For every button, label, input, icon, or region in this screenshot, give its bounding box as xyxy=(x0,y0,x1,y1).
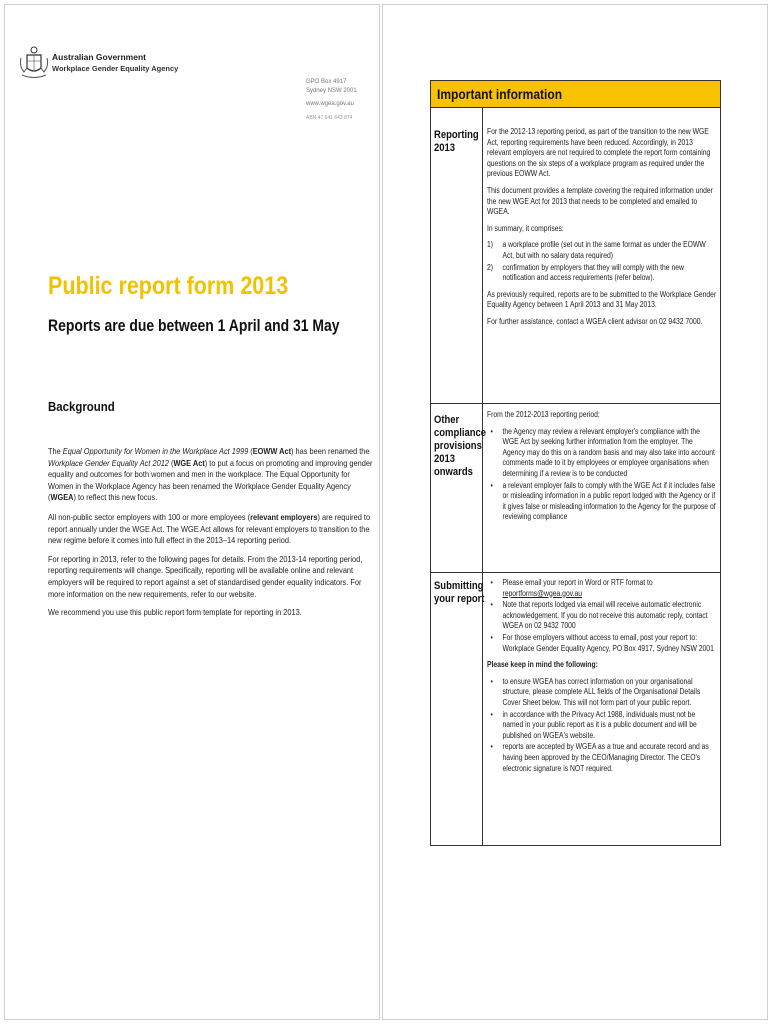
background-paragraph-1: The Equal Opportunity for Women in the Workplace Act 1999 (EOWW Act) has been renamed the Workplace Gender Equality Act 2012 (WGE Act) to put a focus on promoting and improving gender equality and outcomes for both women and men in the workplace. The Equal Opportunity for Women in the Workplace Agency has been renamed the Workplace Gender Equality Agency (WGEA) to reflect this new focus. xyxy=(48,446,373,503)
org-name-line2: Workplace Gender Equality Agency xyxy=(52,64,179,73)
list-item: • the Agency may review a relevant employer's compliance with the WGE Act by seeking further information from the employer. The Agency may do this on a random basis and may also take into account comments made to it by employees or employee organisations when determining if a review is to be conducted xyxy=(487,427,717,480)
list-item: • For those employers without access to email, post your report to: Workplace Gender Equality Agency, PO Box 4917, Sydney NSW 2001 xyxy=(487,633,717,654)
important-information-table xyxy=(430,80,721,846)
email-link[interactable]: reportforms@wgea.gov.au xyxy=(502,588,583,598)
address-line: Sydney NSW 2001 xyxy=(306,87,357,94)
reporting-paragraph-4: As previously required, reports are to be submitted to the Workplace Gender Equality Agency between 1 April 2013 and 31 May 2013. xyxy=(487,289,717,310)
background-paragraph-4: We recommend you use this public report form template for reporting in 2013. xyxy=(48,607,302,618)
address-block xyxy=(306,78,376,122)
compliance-list xyxy=(487,427,717,523)
list-item: • Please email your report in Word or RTF format to reportforms@wgea.gov.au xyxy=(487,578,717,599)
reporting-cell xyxy=(487,127,717,334)
reporting-summary-list xyxy=(487,240,717,283)
page-title: Public report form 2013 xyxy=(48,272,289,300)
background-body xyxy=(48,446,378,626)
reporting-paragraph-1: For the 2012-13 reporting period, as part of the transition to the new WGE Act, reporting requirements have been reduced. Accordingly, in 2013 relevant employers are not required to complete the report form containing questions on the six steps of a workplace program as required under the previous EOWW Act. xyxy=(487,127,711,179)
important-information-header xyxy=(431,81,720,108)
list-item: • to ensure WGEA has correct information on your organisational structure, please complete ALL fields of the Organisational Details Cover Sheet below. This will not form part of your public report. xyxy=(487,677,717,709)
agency-logo xyxy=(18,44,198,84)
background-heading: Background xyxy=(48,399,115,414)
list-item: 1) a workplace profile (set out in the same format as under the EOWW Act, but with no salary data required) xyxy=(487,240,706,260)
row-label-submitting: Submitting your report xyxy=(434,580,485,605)
submitting-list xyxy=(487,578,717,654)
abn-number: ABN 47 641 643 874 xyxy=(306,114,353,121)
page-subtitle: Reports are due between 1 April and 31 May xyxy=(48,316,340,335)
reporting-paragraph-3: In summary, it comprises: xyxy=(487,223,564,233)
important-information-heading: Important information xyxy=(437,86,563,102)
reporting-paragraph-2: This document provides a template covering the required information under the new WGE Act for 2013 that needs to be completed and emailed to WGEA. xyxy=(487,185,713,217)
list-item: • a relevant employer fails to comply with the WGE Act if it includes false or misleading information in a public report lodged with the Agency or if it gives false or misleading information to the Agency for the purpose of reviewing compliance xyxy=(487,481,717,523)
row-label-reporting: Reporting 2013 xyxy=(434,129,479,154)
website-link[interactable]: www.wgea.gov.au xyxy=(306,101,354,107)
background-paragraph-2: All non-public sector employers with 100 or more employees (relevant employers) are required to report annually under the WGE Act. The WGE Act allows for relevant employers to transition to the new regime before it comes into full effect in the 2013–14 reporting period. xyxy=(48,511,371,546)
background-paragraph-3: For reporting in 2013, refer to the following pages for details. From the 2013-14 reporting period, reporting requirements will change. Specifically, reporting will be available online and relevant employers will be required to report against a set of standardised gender equality indicators. For more information on the new requirements, refer to our website. xyxy=(48,553,363,599)
submitting-cell xyxy=(487,578,717,780)
keep-in-mind-list xyxy=(487,677,717,774)
compliance-cell xyxy=(487,410,717,529)
compliance-intro: From the 2012-2013 reporting period: xyxy=(487,410,600,419)
list-item: 2) confirmation by employers that they will comply with the new notification and access requirements (refer below). xyxy=(487,262,684,283)
reporting-paragraph-5: For further assistance, contact a WGEA client advisor on 02 9432 7000. xyxy=(487,316,703,326)
address-line: GPO Box 4917 xyxy=(306,79,347,85)
keep-in-mind-heading: Please keep in mind the following: xyxy=(487,660,598,670)
list-item: • Note that reports lodged via email will receive automatic electronic acknowledgement. If you do not receive this automatic reply, contact WGEA on 02 9432 7000 xyxy=(487,600,717,632)
coat-of-arms-icon xyxy=(18,44,50,82)
list-item: • in accordance with the Privacy Act 1988, individuals must not be named in your public report as it is a public document and will be published on WGEA's website. xyxy=(487,710,717,742)
row-label-compliance: Other compliance provisions 2013 onwards xyxy=(434,414,487,478)
list-item: • reports are accepted by WGEA as a true and accurate record and as having been approved by the CEO/Managing Director. The CEO's electronic signature is NOT required. xyxy=(487,742,717,774)
org-name-line1: Australian Government xyxy=(52,52,146,62)
